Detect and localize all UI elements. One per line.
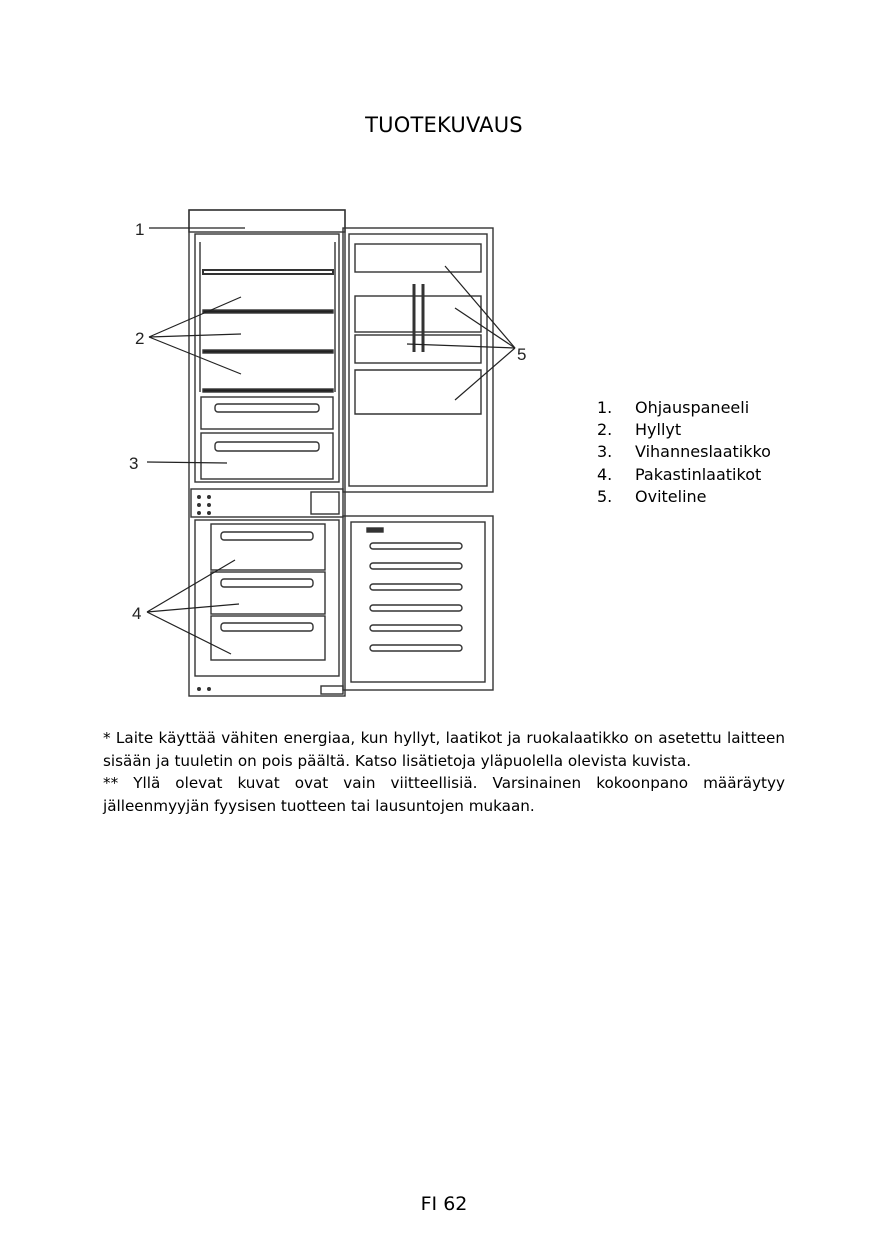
control-panel	[189, 210, 345, 232]
legend-label: Ohjauspaneeli	[635, 398, 750, 417]
legend-label: Pakastinlaatikot	[635, 464, 762, 484]
legend-label: Hyllyt	[635, 420, 682, 440]
crisper-top	[201, 397, 333, 429]
legend-item: 5. Oviteline	[597, 486, 771, 508]
callout-3: 3	[129, 454, 139, 473]
door-rack	[355, 296, 481, 332]
freezer-drawer	[211, 524, 325, 570]
leader-line-3	[147, 462, 227, 463]
door-rack	[355, 370, 481, 414]
freezer-door	[343, 516, 493, 690]
callout-5: 5	[517, 345, 527, 364]
door-rack	[355, 244, 481, 272]
legend-item: 2. Hyllyt	[597, 419, 771, 441]
crisper-drawer	[201, 433, 333, 479]
shelf	[203, 310, 333, 313]
callout-2: 2	[135, 329, 145, 348]
legend-label: Oviteline	[635, 486, 707, 506]
fridge-door	[343, 228, 493, 492]
note-disclaimer: ** Yllä olevat kuvat ovat vain viitteellisiä. Varsinainen kokoonpano määräytyy jälleenmyyjän fyysisen tuotteen tai lausuntojen mukaan.	[103, 774, 785, 815]
shelf	[203, 389, 333, 392]
callout-1: 1	[135, 220, 145, 239]
shelf	[203, 350, 333, 353]
legend-list	[597, 397, 771, 508]
legend-item: 3. Vihanneslaatikko	[597, 441, 771, 463]
legend-label: Vihanneslaatikko	[635, 442, 771, 462]
note-energy: * Laite käyttää vähiten energiaa, kun hyllyt, laatikot ja ruokalaatikko on asetettu laitteen sisään ja tuuletin on pois päältä. Katso lisätietoja yläpuolella olevista kuvista.	[103, 729, 785, 770]
legend-item: 1. Ohjauspaneeli	[597, 397, 771, 419]
page-title: TUOTEKUVAUS	[365, 113, 523, 137]
page-number: FI 62	[420, 1193, 468, 1215]
callout-4: 4	[132, 604, 142, 623]
fridge-diagram	[125, 202, 525, 702]
door-rack	[355, 335, 481, 363]
legend-item: 4. Pakastinlaatikot	[597, 464, 771, 486]
leader-line-5	[445, 266, 515, 348]
shelf	[203, 270, 333, 274]
notes	[103, 727, 785, 817]
